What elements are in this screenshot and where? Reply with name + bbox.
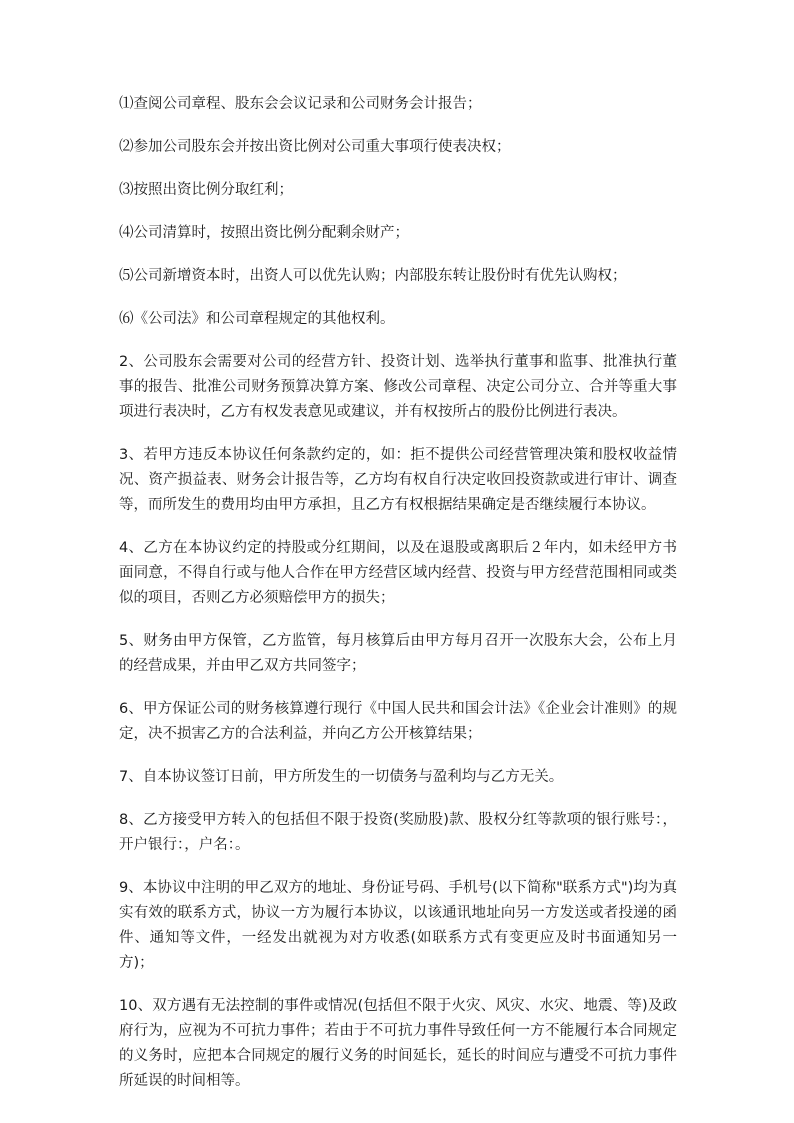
right-item-1: ⑴查阅公司章程、股东会会议记录和公司财务会计报告； xyxy=(119,96,482,112)
clause-9: 9、本协议中注明的甲乙双方的地址、身份证号码、手机号(以下简称"联系方式")均为真实有效的联系方式，协议一方为履行本协议，以该通讯地址向另一方发送或者投递的函件、通知等文件，一经发出就视为对方收悉(如联系方式有变更应及时书面通知另一方)； xyxy=(119,880,677,971)
clause-6: 6、甲方保证公司的财务核算遵行现行《中国人民共和国会计法》《企业会计准则》的规定，决不损害乙方的合法利益，并向乙方公开核算结果； xyxy=(119,701,677,742)
clause-8: 8、乙方接受甲方转入的包括但不限于投资(奖励股)款、股权分红等款项的银行账号：，开户银行：，户名：。 xyxy=(119,812,677,853)
clause-10: 10、双方遇有无法控制的事件或情况(包括但不限于火灾、风灾、水灾、地震、等)及政府行为，应视为不可抗力事件；若由于不可抗力事件导致任何一方不能履行本合同规定的义务时，应把本合同规定的履行义务的时间延长，延长的时间应与遭受不可抗力事件所延误的时间相等。 xyxy=(119,998,677,1089)
clause-3: 3、若甲方违反本协议任何条款约定的，如：拒不提供公司经营管理决策和股权收益情况、资产损益表、财务会计报告等，乙方均有权自行决定收回投资款或进行审计、调查等，而所发生的费用均由甲方承担，且乙方有权根据结果确定是否继续履行本协议。 xyxy=(119,447,677,513)
right-item-6: ⑹《公司法》和公司章程规定的其他权利。 xyxy=(119,311,395,327)
clause-7: 7、自本协议签订日前，甲方所发生的一切债务与盈利均与乙方无关。 xyxy=(119,769,564,785)
clause-5: 5、财务由甲方保管，乙方监管，每月核算后由甲方每月召开一次股东大会，公布上月的经营成果，并由甲乙双方共同签字； xyxy=(119,633,677,674)
document-body xyxy=(119,92,677,1112)
clause-4: 4、乙方在本协议约定的持股或分红期间，以及在退股或离职后２年内，如未经甲方书面同意，不得自行或与他人合作在甲方经营区域内经营、投资与甲方经营范围相同或类似的项目，否则乙方必须赔偿甲方的损失； xyxy=(119,540,677,606)
right-item-2: ⑵参加公司股东会并按出资比例对公司重大事项行使表决权； xyxy=(119,139,511,155)
right-item-5: ⑸公司新增资本时，出资人可以优先认购；内部股东转让股份时有优先认购权； xyxy=(119,268,627,284)
clause-2: 2、公司股东会需要对公司的经营方针、投资计划、选举执行董事和监事、批准执行董事的报告、批准公司财务预算决算方案、修改公司章程、决定公司分立、合并等重大事项进行表决时，乙方有权发表意见或建议，并有权按所占的股份比例进行表决。 xyxy=(119,354,677,420)
right-item-4: ⑷公司清算时，按照出资比例分配剩余财产； xyxy=(119,225,409,241)
right-item-3: ⑶按照出资比例分取红利； xyxy=(119,182,293,198)
